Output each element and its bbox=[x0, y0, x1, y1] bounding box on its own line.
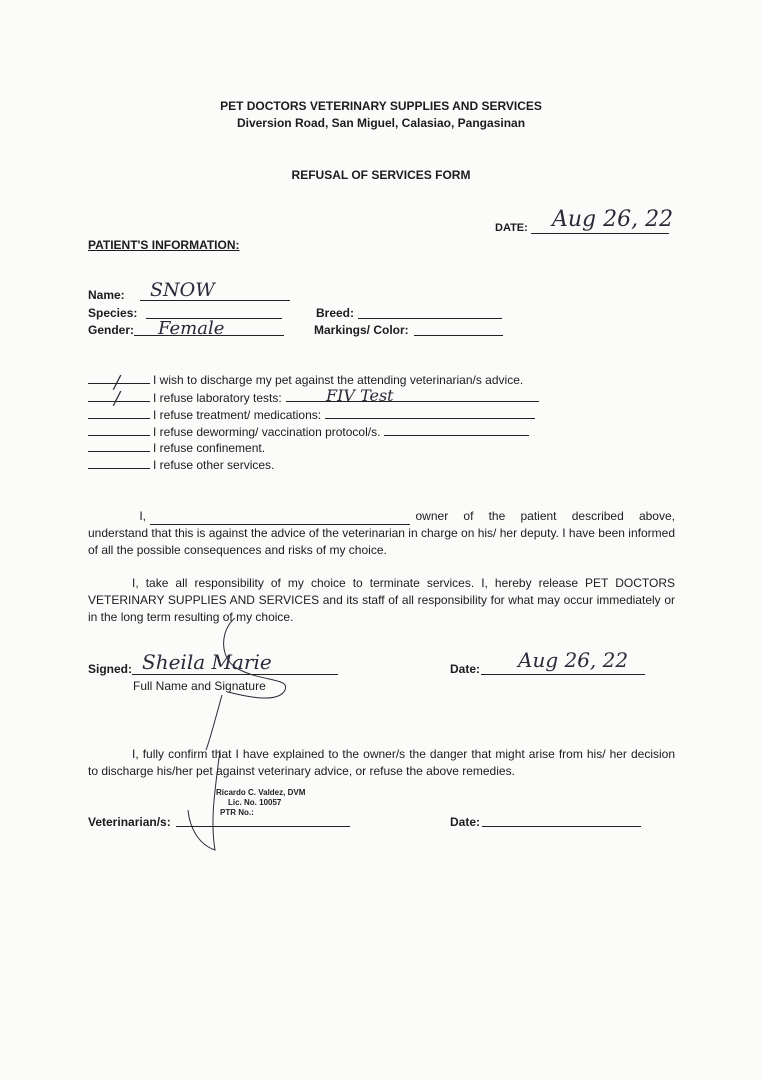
lab-test-detail: FIV Test bbox=[326, 386, 394, 405]
full-name-signature-label: Full Name and Signature bbox=[133, 679, 266, 693]
gender-value: Female bbox=[158, 318, 225, 339]
species-label: Species: bbox=[88, 306, 138, 320]
name-label: Name: bbox=[88, 288, 125, 302]
markings-label: Markings/ Color: bbox=[314, 323, 409, 337]
vet-stamp: Ricardo C. Valdez, DVM Lic. No. 10057 PTR No.: bbox=[216, 788, 306, 817]
patient-info-title: PATIENT'S INFORMATION: bbox=[88, 238, 240, 252]
refusal-list bbox=[88, 372, 558, 474]
refusal-item[interactable]: I refuse laboratory tests: bbox=[88, 389, 558, 406]
refusal-item[interactable]: I refuse other services. bbox=[88, 457, 558, 474]
signed-date-line bbox=[481, 674, 645, 675]
company-name: PET DOCTORS VETERINARY SUPPLIES AND SERVICES bbox=[220, 99, 542, 113]
owner-name-line bbox=[150, 511, 410, 525]
vet-date-line bbox=[482, 826, 641, 827]
refusal-item[interactable]: I wish to discharge my pet against the attending veterinarian/s advice. bbox=[88, 372, 558, 389]
date-label: DATE: bbox=[495, 222, 528, 234]
date-value: Aug 26, 22 bbox=[552, 207, 674, 232]
refusal-item[interactable]: I refuse treatment/ medications: bbox=[88, 406, 558, 423]
date-line bbox=[531, 233, 669, 234]
vet-date-label: Date: bbox=[450, 815, 481, 829]
breed-label: Breed: bbox=[316, 306, 355, 320]
form-title: REFUSAL OF SERVICES FORM bbox=[291, 168, 471, 182]
company-address: Diversion Road, San Miguel, Calasiao, Pangasinan bbox=[236, 116, 526, 130]
check-mark-2: / bbox=[114, 388, 121, 409]
name-value: SNOW bbox=[150, 279, 215, 301]
veterinarian-line bbox=[176, 826, 350, 827]
refusal-item[interactable]: I refuse deworming/ vaccination protocol/s. bbox=[88, 423, 558, 440]
signed-value: Sheila Marie bbox=[142, 650, 272, 674]
breed-line bbox=[358, 318, 502, 319]
vet-confirmation: I, fully confirm that I have explained to the owner/s the danger that might arise from his/ her decision to discharge his/her pet against veterinary advice, or refuse the above remedies. bbox=[88, 747, 675, 778]
markings-line bbox=[414, 335, 503, 336]
gender-label: Gender: bbox=[88, 323, 135, 337]
check-mark-1: / bbox=[114, 372, 121, 393]
veterinarian-label: Veterinarian/s: bbox=[88, 815, 171, 829]
signature-scribble-icon bbox=[180, 600, 320, 860]
signed-date-value: Aug 26, 22 bbox=[518, 648, 629, 672]
owner-statement: I, owner of the patient described above, understand that this is against the advice of the veterinarian in charge on his/ her deputy. I have been informed of all the possible consequences and risks of my choice. bbox=[88, 509, 675, 557]
signed-date-label: Date: bbox=[450, 662, 481, 676]
refusal-item[interactable]: I refuse confinement. bbox=[88, 440, 558, 457]
release-statement: I, take all responsibility of my choice to terminate services. I, hereby release PET DOCTORS VETERINARY SUPPLIES AND SERVICES and its staff of all responsibility for what may occur immediately or in the long term resulting of my choice. bbox=[88, 576, 675, 624]
signed-label: Signed: bbox=[88, 662, 132, 676]
